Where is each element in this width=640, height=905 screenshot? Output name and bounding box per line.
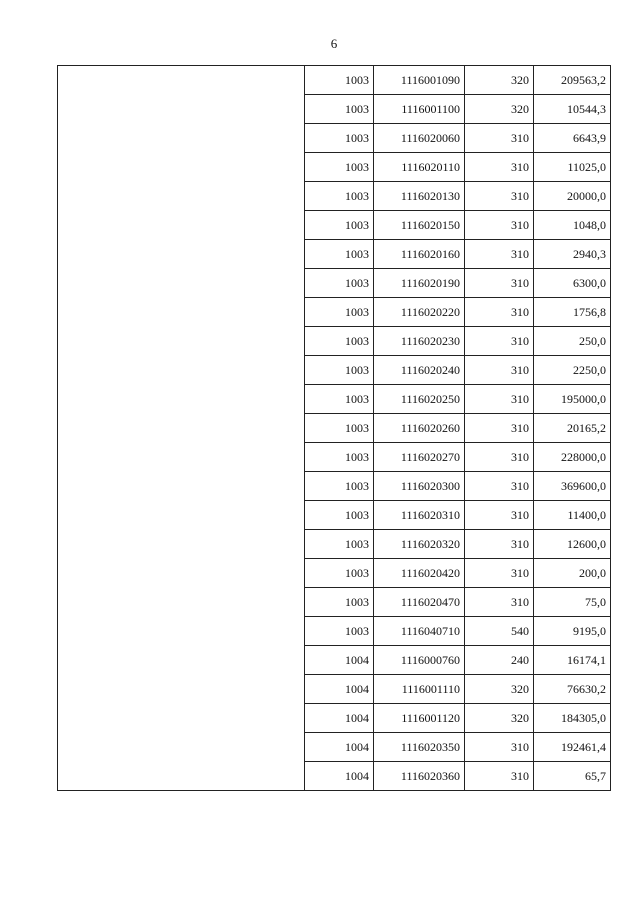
section-code-cell: 1003 xyxy=(305,385,374,414)
target-article-cell: 1116020160 xyxy=(374,240,465,269)
table-body xyxy=(58,66,611,791)
section-code-cell: 1003 xyxy=(305,211,374,240)
amount-cell: 20165,2 xyxy=(534,414,611,443)
expense-type-cell: 310 xyxy=(465,327,534,356)
expense-type-cell: 310 xyxy=(465,153,534,182)
amount-cell: 11025,0 xyxy=(534,153,611,182)
target-article-cell: 1116020230 xyxy=(374,327,465,356)
amount-cell: 65,7 xyxy=(534,762,611,791)
section-code-cell: 1003 xyxy=(305,559,374,588)
table-row xyxy=(58,66,611,95)
expense-type-cell: 310 xyxy=(465,414,534,443)
section-code-cell: 1003 xyxy=(305,530,374,559)
expense-type-cell: 310 xyxy=(465,472,534,501)
expense-type-cell: 310 xyxy=(465,501,534,530)
section-code-cell: 1003 xyxy=(305,356,374,385)
amount-cell: 16174,1 xyxy=(534,646,611,675)
section-code-cell: 1004 xyxy=(305,675,374,704)
section-code-cell: 1003 xyxy=(305,472,374,501)
expense-type-cell: 310 xyxy=(465,385,534,414)
section-code-cell: 1003 xyxy=(305,617,374,646)
description-cell xyxy=(58,66,305,791)
amount-cell: 1048,0 xyxy=(534,211,611,240)
expense-type-cell: 310 xyxy=(465,530,534,559)
target-article-cell: 1116020110 xyxy=(374,153,465,182)
expense-type-cell: 310 xyxy=(465,182,534,211)
expense-type-cell: 310 xyxy=(465,124,534,153)
expense-type-cell: 320 xyxy=(465,675,534,704)
target-article-cell: 1116020250 xyxy=(374,385,465,414)
amount-cell: 6300,0 xyxy=(534,269,611,298)
section-code-cell: 1003 xyxy=(305,298,374,327)
target-article-cell: 1116001090 xyxy=(374,66,465,95)
target-article-cell: 1116000760 xyxy=(374,646,465,675)
amount-cell: 369600,0 xyxy=(534,472,611,501)
target-article-cell: 1116020190 xyxy=(374,269,465,298)
expense-type-cell: 540 xyxy=(465,617,534,646)
amount-cell: 10544,3 xyxy=(534,95,611,124)
section-code-cell: 1003 xyxy=(305,153,374,182)
target-article-cell: 1116001110 xyxy=(374,675,465,704)
target-article-cell: 1116020310 xyxy=(374,501,465,530)
section-code-cell: 1003 xyxy=(305,414,374,443)
section-code-cell: 1003 xyxy=(305,588,374,617)
section-code-cell: 1003 xyxy=(305,182,374,211)
amount-cell: 76630,2 xyxy=(534,675,611,704)
budget-table xyxy=(57,65,611,791)
target-article-cell: 1116020300 xyxy=(374,472,465,501)
section-code-cell: 1003 xyxy=(305,124,374,153)
page-number: 6 xyxy=(330,36,338,51)
section-code-cell: 1003 xyxy=(305,95,374,124)
expense-type-cell: 310 xyxy=(465,443,534,472)
amount-cell: 2250,0 xyxy=(534,356,611,385)
section-code-cell: 1004 xyxy=(305,733,374,762)
target-article-cell: 1116001100 xyxy=(374,95,465,124)
expense-type-cell: 320 xyxy=(465,704,534,733)
expense-type-cell: 310 xyxy=(465,588,534,617)
amount-cell: 200,0 xyxy=(534,559,611,588)
target-article-cell: 1116020360 xyxy=(374,762,465,791)
section-code-cell: 1003 xyxy=(305,269,374,298)
amount-cell: 12600,0 xyxy=(534,530,611,559)
section-code-cell: 1004 xyxy=(305,762,374,791)
expense-type-cell: 310 xyxy=(465,211,534,240)
expense-type-cell: 310 xyxy=(465,762,534,791)
expense-type-cell: 320 xyxy=(465,66,534,95)
amount-cell: 1756,8 xyxy=(534,298,611,327)
target-article-cell: 1116020150 xyxy=(374,211,465,240)
target-article-cell: 1116020350 xyxy=(374,733,465,762)
target-article-cell: 1116020220 xyxy=(374,298,465,327)
amount-cell: 228000,0 xyxy=(534,443,611,472)
target-article-cell: 1116020420 xyxy=(374,559,465,588)
expense-type-cell: 310 xyxy=(465,559,534,588)
expense-type-cell: 320 xyxy=(465,95,534,124)
expense-type-cell: 310 xyxy=(465,356,534,385)
section-code-cell: 1004 xyxy=(305,646,374,675)
target-article-cell: 1116020260 xyxy=(374,414,465,443)
target-article-cell: 1116020240 xyxy=(374,356,465,385)
target-article-cell: 1116001120 xyxy=(374,704,465,733)
section-code-cell: 1003 xyxy=(305,501,374,530)
amount-cell: 250,0 xyxy=(534,327,611,356)
amount-cell: 192461,4 xyxy=(534,733,611,762)
target-article-cell: 1116020270 xyxy=(374,443,465,472)
section-code-cell: 1004 xyxy=(305,704,374,733)
amount-cell: 75,0 xyxy=(534,588,611,617)
target-article-cell: 1116020060 xyxy=(374,124,465,153)
section-code-cell: 1003 xyxy=(305,240,374,269)
section-code-cell: 1003 xyxy=(305,443,374,472)
expense-type-cell: 240 xyxy=(465,646,534,675)
expense-type-cell: 310 xyxy=(465,733,534,762)
section-code-cell: 1003 xyxy=(305,327,374,356)
amount-cell: 6643,9 xyxy=(534,124,611,153)
target-article-cell: 1116020130 xyxy=(374,182,465,211)
expense-type-cell: 310 xyxy=(465,269,534,298)
target-article-cell: 1116020320 xyxy=(374,530,465,559)
amount-cell: 11400,0 xyxy=(534,501,611,530)
amount-cell: 2940,3 xyxy=(534,240,611,269)
expense-type-cell: 310 xyxy=(465,240,534,269)
section-code-cell: 1003 xyxy=(305,66,374,95)
amount-cell: 20000,0 xyxy=(534,182,611,211)
target-article-cell: 1116020470 xyxy=(374,588,465,617)
amount-cell: 195000,0 xyxy=(534,385,611,414)
target-article-cell: 1116040710 xyxy=(374,617,465,646)
amount-cell: 9195,0 xyxy=(534,617,611,646)
amount-cell: 209563,2 xyxy=(534,66,611,95)
amount-cell: 184305,0 xyxy=(534,704,611,733)
expense-type-cell: 310 xyxy=(465,298,534,327)
